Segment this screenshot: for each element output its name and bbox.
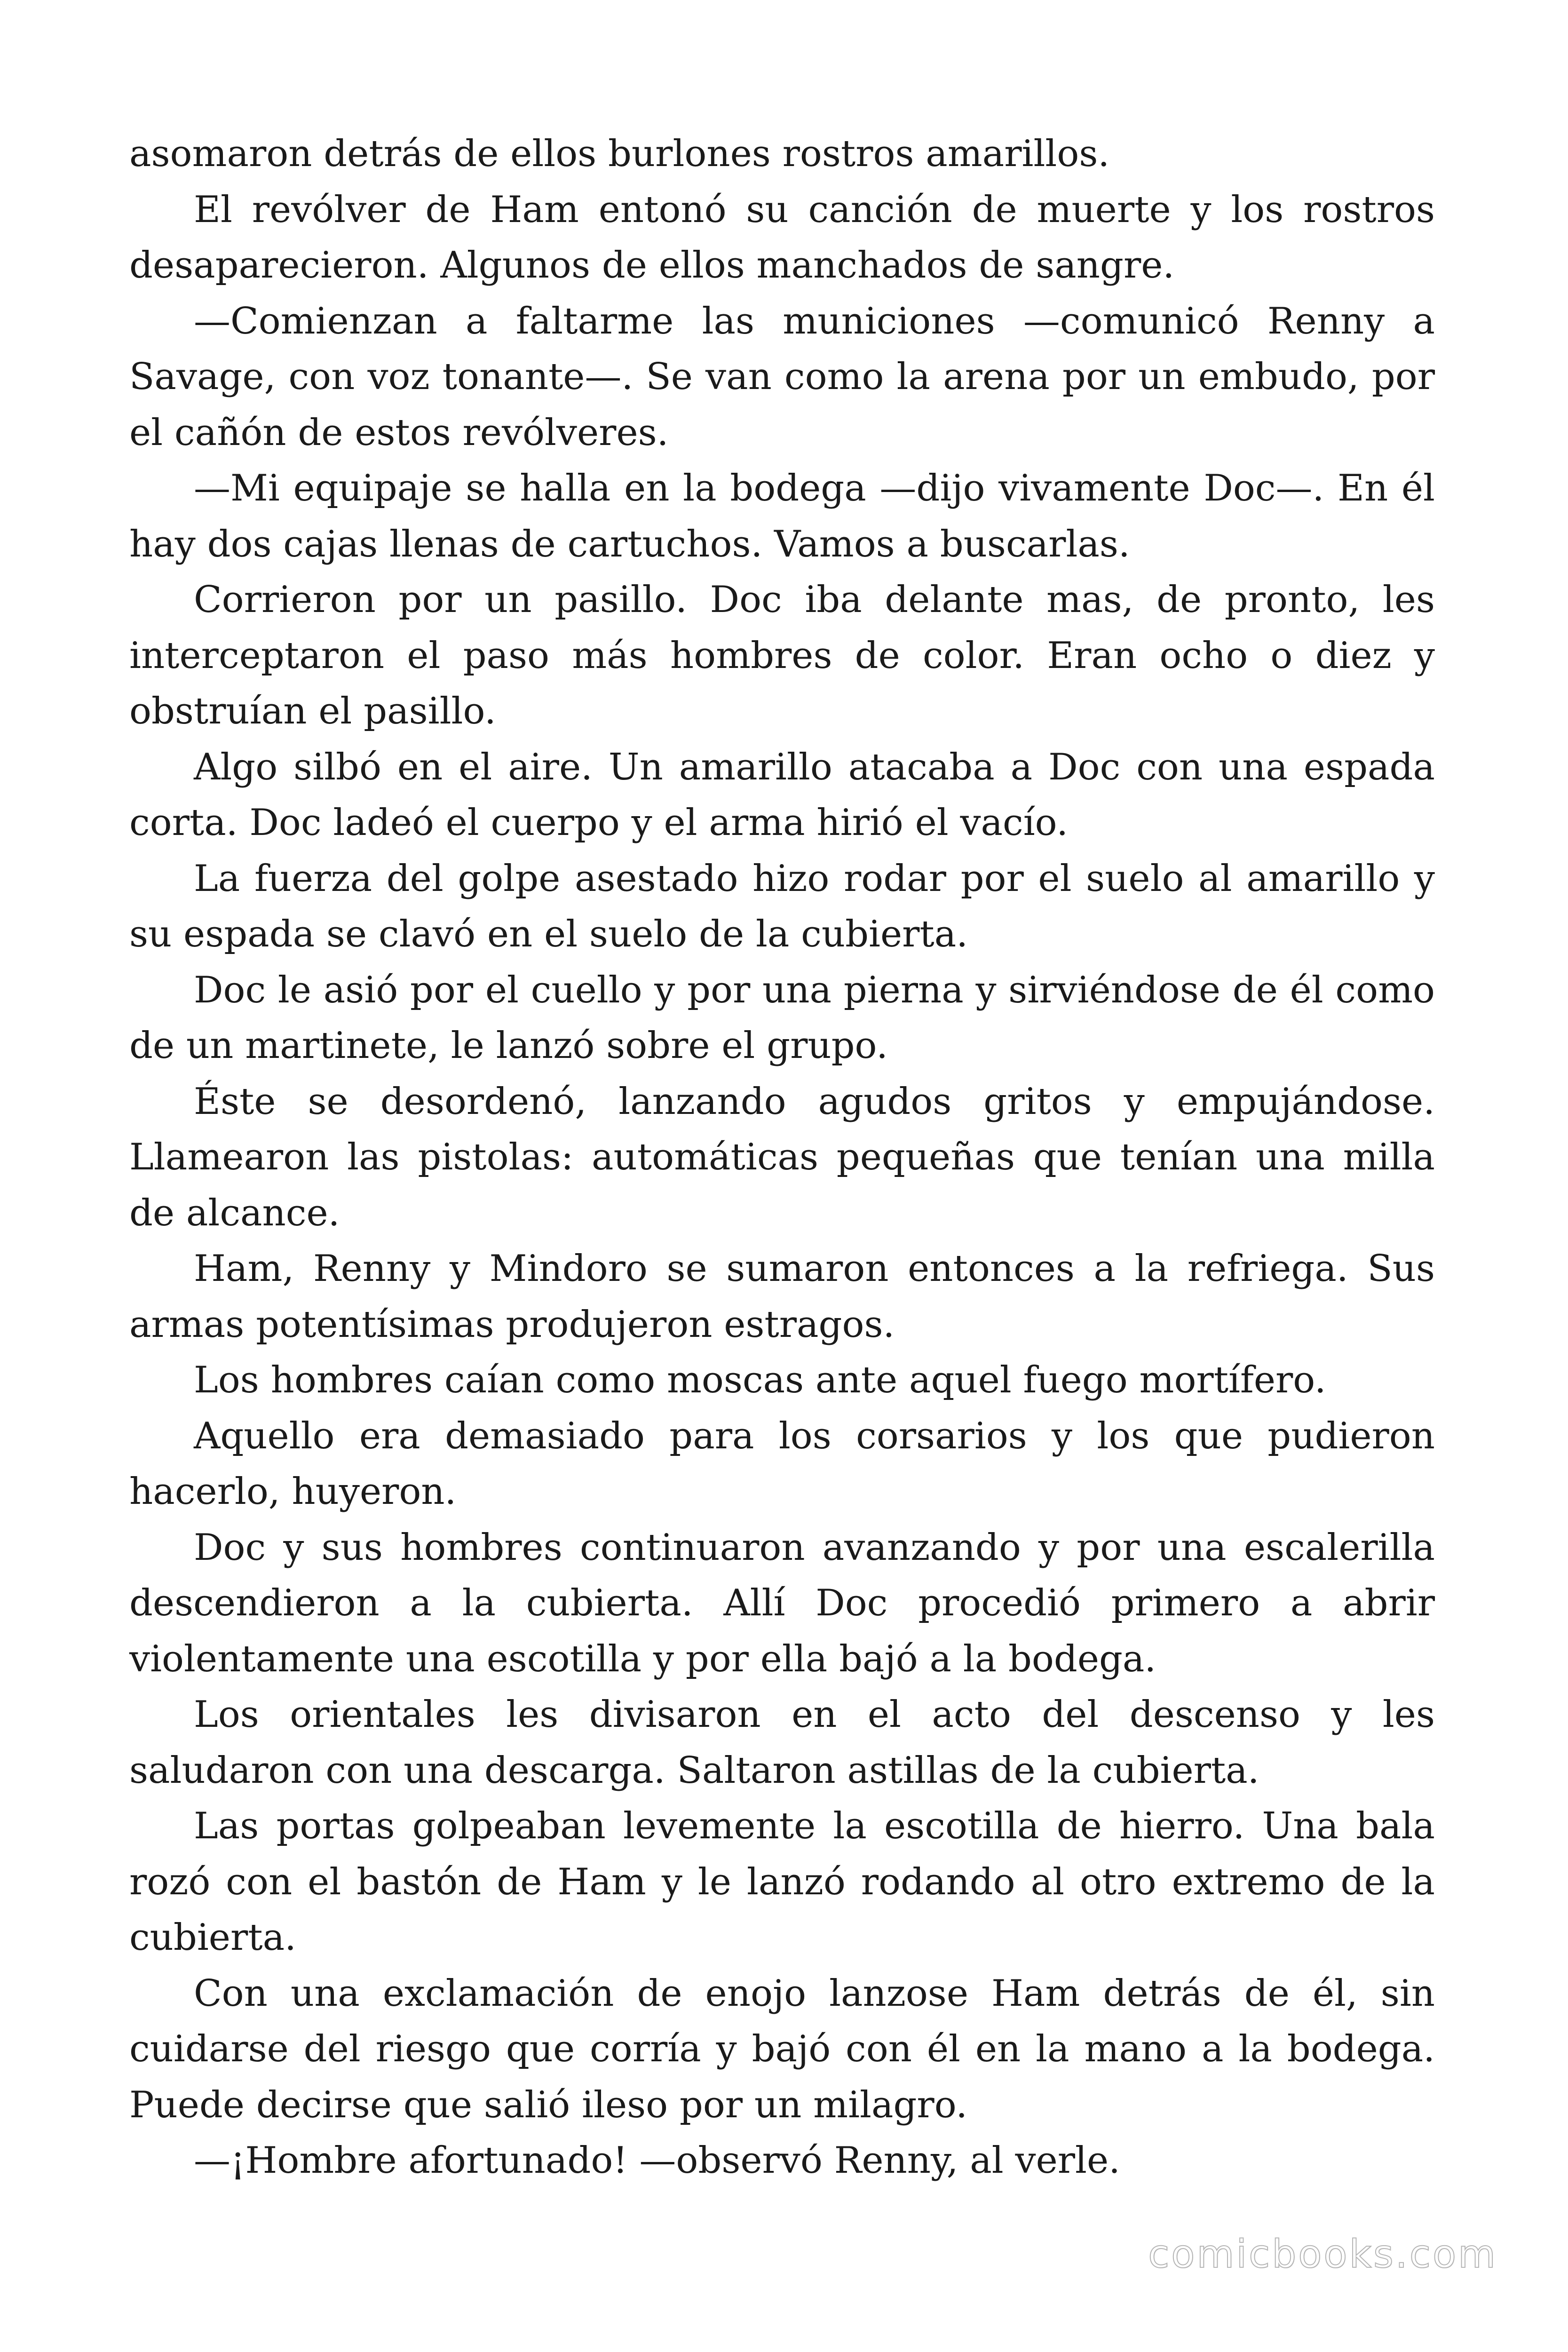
paragraph: Doc le asió por el cuello y por una pierna y sirviéndose de él como de un martinete, le lanzó sobre el grupo. [129,969,1435,1067]
paragraph: asomaron detrás de ellos burlones rostros amarillos. [129,133,1110,175]
paragraph: Algo silbó en el aire. Un amarillo atacaba a Doc con una espada corta. Doc ladeó el cuerpo y el arma hirió el vacío. [129,746,1435,844]
paragraph: Corrieron por un pasillo. Doc iba delante mas, de pronto, les interceptaron el paso más hombres de color. Eran ocho o diez y obstruían el pasillo. [129,579,1435,732]
watermark: comicbooks.com [1148,2232,1497,2277]
paragraph: Con una exclamación de enojo lanzose Ham detrás de él, sin cuidarse del riesgo que corría y bajó con él en la mano a la bodega. Puede decirse que salió ileso por un milagro. [129,1972,1435,2126]
paragraph: La fuerza del golpe asestado hizo rodar por el suelo al amarillo y su espada se clavó en el suelo de la cubierta. [129,857,1435,955]
body-text [129,126,1435,2189]
paragraph: Los hombres caían como moscas ante aquel fuego mortífero. [194,1359,1326,1401]
paragraph: Aquello era demasiado para los corsarios y los que pudieron hacerlo, huyeron. [129,1414,1435,1513]
paragraph: El revólver de Ham entonó su canción de muerte y los rostros desaparecieron. Algunos de ellos manchados de sangre. [129,188,1435,286]
paragraph: Éste se desordenó, lanzando agudos gritos y empujándose. Llamearon las pistolas: automáticas pequeñas que tenían una milla de alcance. [129,1080,1435,1234]
paragraph: —Comienzan a faltarme las municiones —comunicó Renny a Savage, con voz tonante—. Se van como la arena por un embudo, por el cañón de estos revólveres. [129,300,1435,454]
paragraph: Los orientales les divisaron en el acto del descenso y les saludaron con una descarga. Saltaron astillas de la cubierta. [129,1693,1435,1792]
paragraph: —¡Hombre afortunado! —observó Renny, al verle. [194,2139,1120,2182]
paragraph: —Mi equipaje se halla en la bodega —dijo vivamente Doc—. En él hay dos cajas llenas de cartuchos. Vamos a buscarlas. [129,467,1435,565]
paragraph: Las portas golpeaban levemente la escotilla de hierro. Una bala rozó con el bastón de Ham y le lanzó rodando al otro extremo de la cubierta. [129,1805,1435,1959]
paragraph: Ham, Renny y Mindoro se sumaron entonces a la refriega. Sus armas potentísimas produjeron estragos. [129,1248,1435,1346]
paragraph: Doc y sus hombres continuaron avanzando y por una escalerilla descendieron a la cubierta. Allí Doc procedió primero a abrir violentamente una escotilla y por ella bajó a la bodega. [129,1526,1435,1680]
